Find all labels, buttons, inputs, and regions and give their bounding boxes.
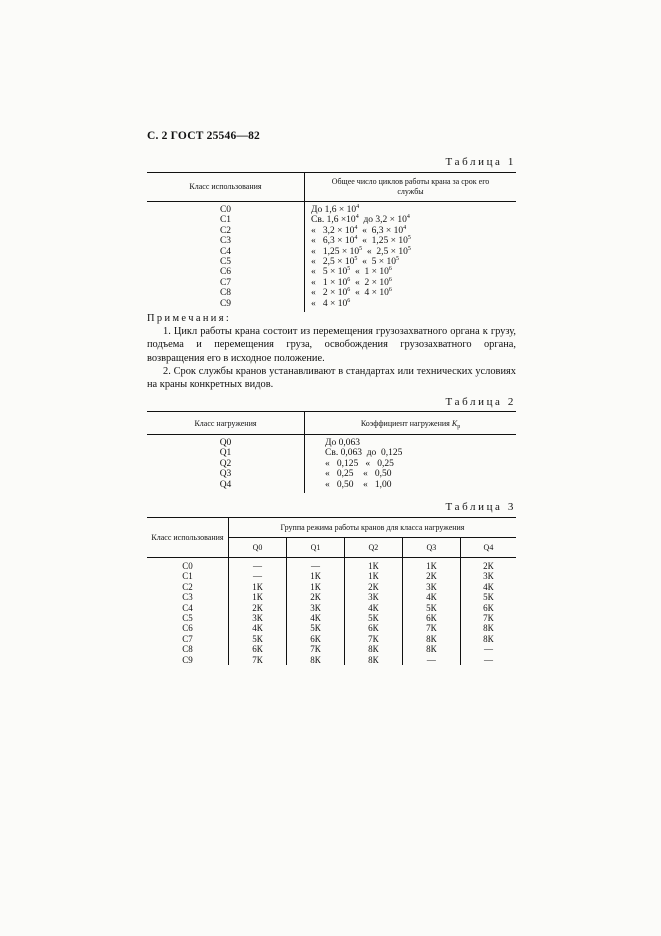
cycles-from-exp: 6 [347,276,351,283]
table1-cycles-cell [311,215,516,225]
table3-value-cell: 5К [426,602,437,613]
table3-value-cell: 5К [310,623,321,634]
table3-q-header: Q2 [344,538,402,558]
table3-value-cell: — [483,644,493,655]
table2 [147,411,516,493]
table3-value-cell: 5К [368,612,379,623]
table2-coef-cell: Св. 0,063 до 0,125 [325,448,403,459]
table1-class-cell: C6 [219,267,232,278]
table3-value-cell: 4К [310,612,321,623]
table3-value-cell: 1К [310,571,321,582]
table1-class-cell: C8 [219,288,232,299]
cycles-from: До 1,6 × 10 [311,205,357,215]
cycles-to: « 1,25 × 10 [362,236,408,247]
cycles-to: « 1 × 10 [354,267,389,278]
cycles-to: до 3,2 × 10 [363,215,407,226]
cycles-from-exp: 4 [356,204,360,210]
table3-value-cell: 6К [252,644,263,655]
table3-value-cell: 1К [252,592,263,603]
cycles-to: « 6,3 × 10 [362,225,404,236]
table2-class-cell: Q2 [219,458,232,469]
cycles-from-exp: 4 [354,224,358,231]
cycles-from: « 4 × 10 [311,298,348,309]
table1-caption: Таблица 1 [445,156,516,168]
cycles-from: « 3,2 × 10 [311,225,355,236]
table3-value-cell: 6К [368,623,379,634]
table3-class-cell: C8 [182,644,193,655]
table3-value-cell: 2К [368,581,379,592]
cycles-from-exp: 5 [359,245,363,252]
table2-coef-cell: До 0,063 [325,438,360,448]
cycles-from-exp: 5 [347,266,351,273]
table1-cycles-column [305,202,517,312]
table3-value-cell: 5К [483,592,494,603]
cycles-to-exp: 5 [407,235,411,242]
table3-value-column [229,558,287,665]
table1-cycles-cell [311,267,516,277]
table3-value-cell: 8К [368,654,379,665]
table3-value-cell: 5К [252,633,263,644]
table1-class-column [147,202,305,312]
table3-value-cell: 8К [483,623,494,634]
table1-class-cell: C3 [219,236,232,247]
note-item: 2. Срок службы кранов устанавливают в стандартах или технических условиях на краны конкретных видов. [147,365,516,391]
table1-class-cell: C9 [219,298,232,309]
table2-caption: Таблица 2 [445,396,516,408]
cycles-from-exp: 4 [354,235,358,242]
table3-class-column [147,558,229,665]
table3-value-cell: 3К [368,592,379,603]
table1-cycles-cell [311,278,516,288]
cycles-from: « 2 × 10 [311,288,348,299]
cycles-from-exp: 5 [354,255,358,262]
table3-q-header: Q1 [286,538,344,558]
table3-value-cell: 2К [310,592,321,603]
table3-value-cell: 6К [426,612,437,623]
cycles-from-exp: 6 [347,287,351,294]
table2-class-cell: Q0 [219,438,232,448]
cycles-to: « 2,5 × 10 [366,246,408,257]
table3-group-header: Группа режима работы кранов для класса нагружения [229,518,517,538]
table3-q-header: Q3 [402,538,460,558]
table3-value-cell: 3К [426,581,437,592]
table1-col1-header: Класс использования [147,173,305,202]
table1-cycles-cell [311,247,516,257]
table3-value-column [402,558,460,665]
table3-value-cell: 3К [483,571,494,582]
table3-q-header: Q0 [229,538,287,558]
table3-value-cell: 7К [368,633,379,644]
cycles-from: « 2,5 × 10 [311,256,355,267]
cycles-to-exp: 4 [403,224,407,231]
cycles-from: Св. 1,6 ×10 [311,215,356,226]
table3-class-cell: C9 [182,654,193,665]
table3-value-cell: 2К [252,602,263,613]
table3-class-cell: C0 [182,561,193,571]
table3-class-cell: C7 [182,633,193,644]
table3-value-cell: 4К [426,592,437,603]
table3-value-cell: — [310,561,320,571]
note-item: 1. Цикл работы крана состоит из перемещения грузозахватного органа к грузу, подъема и перемещения груза, освобождения грузозахватного органа, возвращения его в исходное положение. [147,326,516,364]
table1-cycles-cell [311,299,516,309]
table3-class-cell: C5 [182,612,193,623]
table3-class-cell: C4 [182,602,193,613]
table3-value-cell: 1К [252,581,263,592]
table3-value-cell: 8К [368,644,379,655]
table3-value-cell: 1К [310,581,321,592]
table3-value-cell: — [252,561,262,571]
table3-value-cell: 8К [483,633,494,644]
cycles-from: « 1 × 10 [311,277,348,288]
table3-value-cell: 2К [426,571,437,582]
table3-value-cell: 4К [368,602,379,613]
table1-cycles-cell [311,236,516,246]
table1-cycles-cell [311,226,516,236]
table3-value-cell: 1К [368,561,379,571]
table3-value-cell: 7К [252,654,263,665]
table3-value-cell: 8К [426,633,437,644]
table3-class-cell: C6 [182,623,193,634]
table3-q-header: Q4 [460,538,516,558]
cycles-from: « 5 × 10 [311,267,348,278]
table2-col1-header: Класс нагружения [147,412,305,435]
table3-value-cell: 8К [426,644,437,655]
cycles-to: « 5 × 10 [362,256,396,267]
page-header: С. 2 ГОСТ 25546—82 [147,130,260,142]
cycles-to: « 2 × 10 [354,277,389,288]
table3-value-cell: — [252,571,262,582]
table3-value-cell: 7К [310,644,321,655]
table1-class-cell: C7 [219,277,232,288]
cycles-to-exp: 6 [388,276,392,283]
table3-value-cell: 1К [368,571,379,582]
table3-value-cell: 6К [310,633,321,644]
table1-cycles-cell [311,205,516,215]
notes [147,312,516,391]
table1 [147,172,516,312]
table1-col2-header: Общее число циклов работы крана за срок его службы [305,173,517,202]
table3-class-cell: C2 [182,581,193,592]
table3-caption: Таблица 3 [445,501,516,513]
table3-value-cell: 3К [252,612,263,623]
cycles-to-exp: 6 [388,266,392,273]
cycles-to-exp: 5 [407,245,411,252]
cycles-to: « 4 × 10 [354,288,389,299]
table1-cycles-cell [311,257,516,267]
table3-value-cell: — [483,654,493,665]
notes-title: Примечания: [147,313,232,324]
table1-class-cell: C5 [219,256,232,267]
table3-class-cell: C1 [182,571,193,582]
cycles-from-exp: 6 [347,297,351,304]
table2-class-cell: Q4 [219,479,232,490]
table1-class-cell: C4 [219,246,232,257]
cycles-to-exp: 6 [388,287,392,294]
table3-value-cell: — [426,654,436,665]
table2-coef-column [305,435,517,493]
table3-value-cell: 4К [252,623,263,634]
table3-value-cell: 6К [483,602,494,613]
table3-value-cell: 7К [426,623,437,634]
table2-col2-header: Коэффициент нагружения $K_p$ [305,412,517,435]
table1-class-cell: C2 [219,225,232,236]
table2-coef-cell: « 0,125 « 0,25 [325,458,394,469]
table1-class-cell: C0 [219,205,232,215]
cycles-from: « 6,3 × 10 [311,236,355,247]
table2-coef-cell: « 0,50 « 1,00 [325,479,392,490]
cycles-to-exp: 5 [395,255,399,262]
table3-value-cell: 4К [483,581,494,592]
table2-class-cell: Q3 [219,469,232,480]
table3-value-column [286,558,344,665]
table1-class-cell: C1 [219,215,232,226]
table3-class-cell: C3 [182,592,193,603]
table2-coef-cell: « 0,25 « 0,50 [325,469,392,480]
table3-value-column [344,558,402,665]
table3-value-cell: 2К [483,561,494,571]
table3-col1-header: Класс использования [147,518,229,558]
table3-value-cell: 7К [483,612,494,623]
cycles-to-exp: 4 [406,214,410,221]
cycles-from: « 1,25 × 10 [311,246,360,257]
table3-value-column [460,558,516,665]
table2-class-cell: Q1 [219,448,232,459]
table1-cycles-cell [311,288,516,298]
table3-value-cell: 3К [310,602,321,613]
table3-value-cell: 8К [310,654,321,665]
cycles-from-exp: 4 [355,214,359,221]
table3 [147,517,516,665]
table2-class-column [147,435,305,493]
table3-value-cell: 1К [426,561,437,571]
